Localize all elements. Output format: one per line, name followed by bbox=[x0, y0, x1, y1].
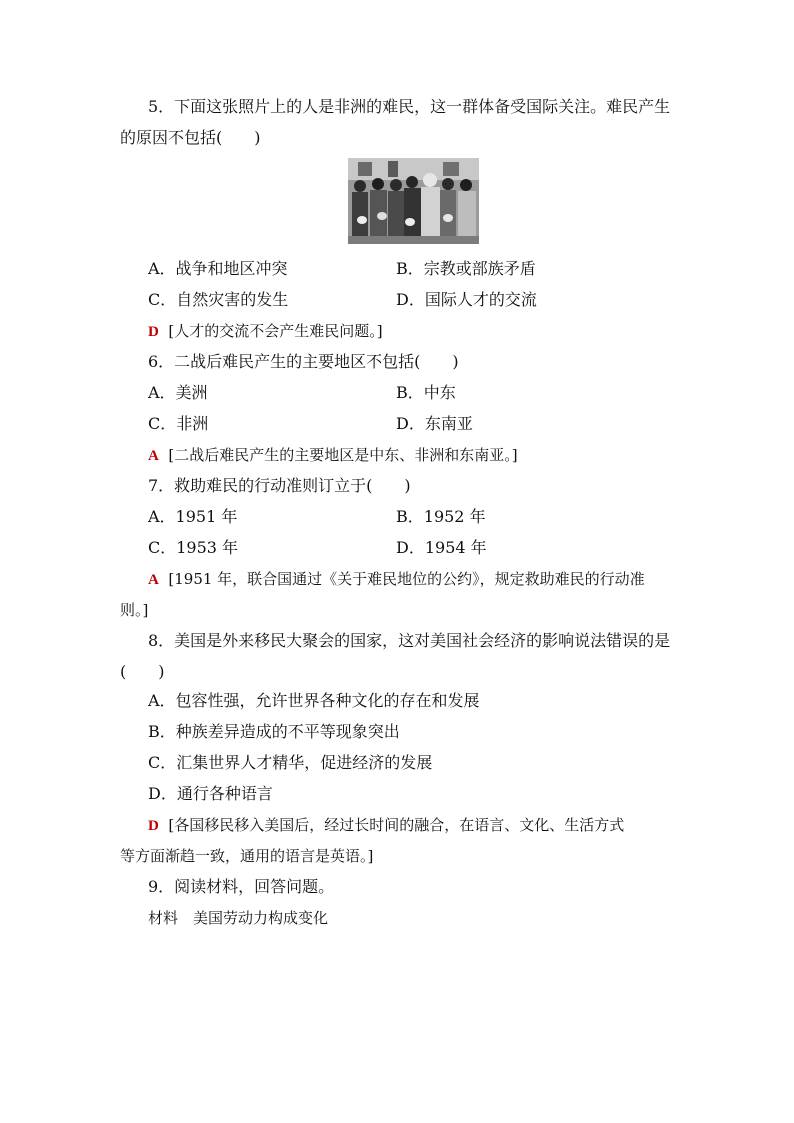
q7-option-c: C．1953 年 bbox=[148, 538, 239, 557]
q7-option-b: B．1952 年 bbox=[396, 507, 486, 526]
q7-option-d: D．1954 年 bbox=[396, 538, 487, 557]
q5-option-a: A．战争和地区冲突 bbox=[148, 259, 288, 278]
q7-option-a: A．1951 年 bbox=[148, 507, 238, 526]
q5-option-d: D．国际人才的交流 bbox=[396, 290, 537, 309]
q7-stem: 7．救助难民的行动准则订立于( ) bbox=[148, 476, 411, 495]
q5-option-b: B．宗教或部族矛盾 bbox=[396, 259, 536, 278]
q6-option-a: A．美洲 bbox=[148, 383, 208, 402]
refugee-photo bbox=[348, 158, 479, 244]
q5-answer-line bbox=[148, 320, 383, 343]
q8-explanation-line2: 等方面渐趋一致，通用的语言是英语。] bbox=[120, 847, 374, 865]
q7-answer-letter: A bbox=[148, 572, 159, 588]
q7-explanation-line1: [1951 年，联合国通过《关于难民地位的公约》，规定救助难民的行动准 bbox=[168, 570, 645, 588]
q9-stem: 9．阅读材料，回答问题。 bbox=[148, 877, 335, 896]
q8-explanation-line1: [各国移民移入美国后，经过长时间的融合，在语言、文化、生活方式 bbox=[168, 816, 625, 834]
q8-stem-line2: ( ) bbox=[120, 662, 165, 681]
q5-stem-line1: 5．下面这张照片上的人是非洲的难民，这一群体备受国际关注。难民产生 bbox=[148, 97, 671, 116]
q8-option-b: B．种族差异造成的不平等现象突出 bbox=[148, 722, 400, 741]
q8-stem-line1: 8．美国是外来移民大聚会的国家，这对美国社会经济的影响说法错误的是 bbox=[148, 631, 671, 650]
q5-explanation: [人才的交流不会产生难民问题。] bbox=[168, 322, 383, 340]
q9-material-title: 材料 美国劳动力构成变化 bbox=[148, 909, 329, 927]
q5-stem-line2: 的原因不包括( ) bbox=[120, 128, 261, 147]
q6-explanation: [二战后难民产生的主要地区是中东、非洲和东南亚。] bbox=[168, 446, 518, 464]
q5-answer-letter: D bbox=[148, 324, 159, 340]
q6-answer-line bbox=[148, 444, 518, 467]
q7-answer-line bbox=[148, 568, 645, 591]
q5-option-c: C．自然灾害的发生 bbox=[148, 290, 289, 309]
q7-explanation-line2: 则。] bbox=[120, 601, 149, 619]
q8-option-c: C．汇集世界人才精华，促进经济的发展 bbox=[148, 753, 433, 772]
q8-option-a: A．包容性强，允许世界各种文化的存在和发展 bbox=[148, 691, 480, 710]
q8-answer-letter: D bbox=[148, 818, 159, 834]
q6-option-d: D．东南亚 bbox=[396, 414, 473, 433]
q8-answer-line bbox=[148, 814, 624, 837]
q6-option-c: C．非洲 bbox=[148, 414, 209, 433]
q6-stem: 6．二战后难民产生的主要地区不包括( ) bbox=[148, 352, 459, 371]
q6-option-b: B．中东 bbox=[396, 383, 456, 402]
q6-answer-letter: A bbox=[148, 448, 159, 464]
q8-option-d: D．通行各种语言 bbox=[148, 784, 273, 803]
